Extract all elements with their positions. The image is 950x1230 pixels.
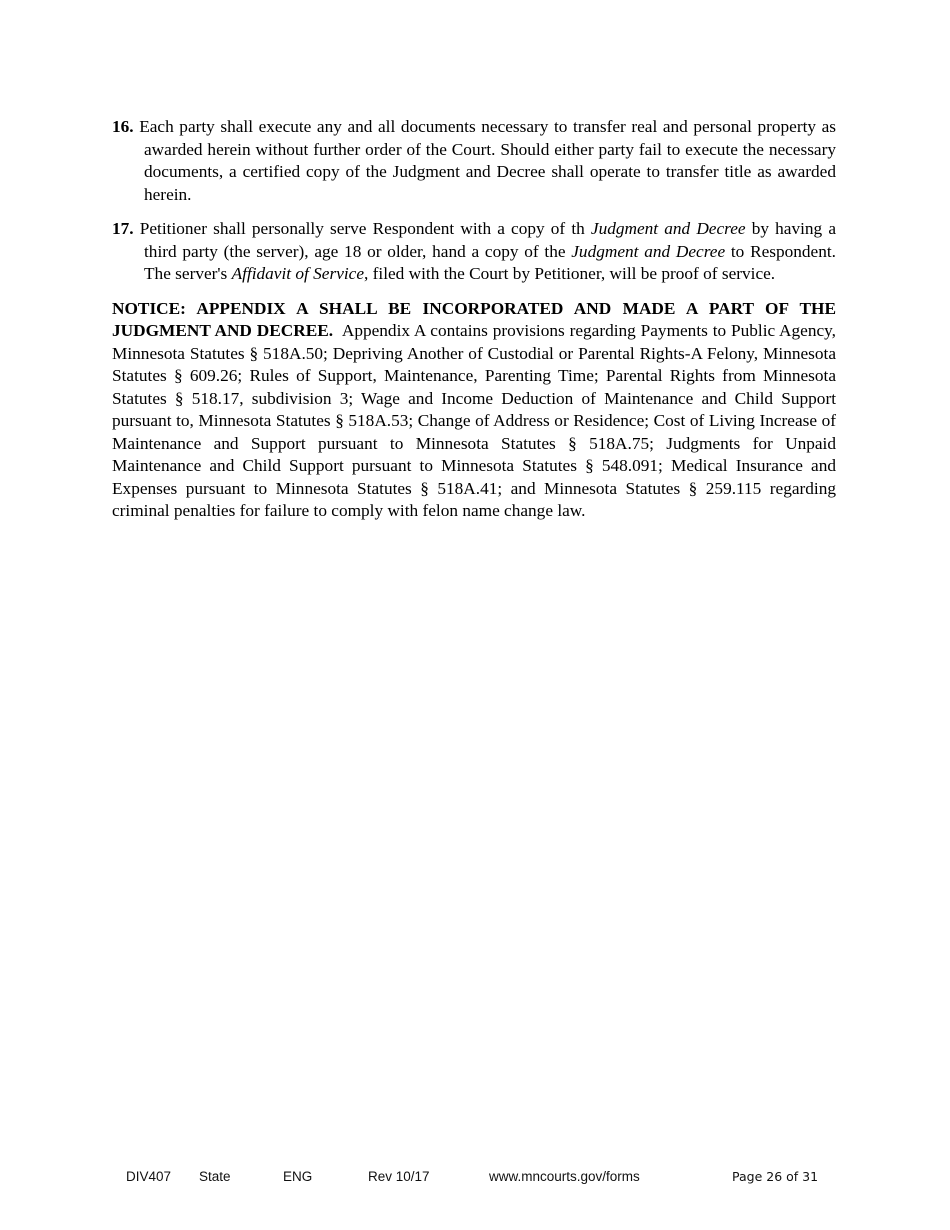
notice-body: Appendix A contains provisions regarding Payments to Public Agency, Minnesota Statutes § 518A.50; Depriving Another of Custodial or Parental Rights-A Felony, Minnesota Statutes § 609.26; Rules of Support, Maintenance, Parenting Time; Parental Rights from Minnesota Statutes § 518.17, subdivision 3; Wage and Income Deduction of Maintenance and Child Support pursuant to, Minnesota Statutes § 518A.53; Change of Address or Residence; Cost of Living Increase of Maintenance and Support pursuant to Minnesota Statutes § 518A.75; Judgments for Unpaid Maintenance and Child Support pursuant to Minnesota Statutes § 548.091; Medical Insurance and Expenses pursuant to Minnesota Statutes § 518A.41; and Minnesota Statutes § 259.115 regarding criminal penalties for failure to comply with felon name change law. [112, 321, 836, 520]
paragraph-text: Each party shall execute any and all documents necessary to transfer real and personal property as awarded herein without further order of the Court. Should either party fail to execute the necessary documents, a certified copy of the Judgment and Decree shall operate to transfer title as awarded herein. [139, 117, 836, 204]
footer-language: ENG [283, 1169, 313, 1184]
footer-revision: Rev 10/17 [368, 1169, 430, 1184]
footer-website: www.mncourts.gov/forms [489, 1169, 640, 1184]
paragraph-number: 16. [112, 117, 134, 136]
document-body [112, 116, 836, 523]
footer-form-id: DIV407 [126, 1169, 172, 1184]
paragraph-text: , filed with the Court by Petitioner, will be proof of service. [364, 264, 776, 283]
notice-heading: NOTICE: APPENDIX A SHALL BE INCORPORATED AND MADE A PART OF THE JUDGMENT AND DECREE. [112, 298, 836, 340]
italic-term: Affidavit of Service [231, 264, 365, 283]
paragraph-text: by having a third party (the server), age 18 or older, hand a copy of the [144, 219, 837, 261]
italic-term: Judgment and Decree [571, 241, 726, 261]
paragraph-16 [112, 116, 836, 206]
page-footer [0, 1166, 950, 1186]
footer-jurisdiction: State [199, 1169, 231, 1184]
paragraph-text: to Respondent. The server's [144, 241, 836, 283]
paragraph-number: 17. [112, 219, 134, 238]
notice-paragraph [112, 298, 836, 523]
footer-page-number: Page 26 of 31 [732, 1169, 819, 1184]
italic-term: Judgment and Decree [590, 219, 746, 238]
paragraph-text: Petitioner shall personally serve Respondent with a copy of th [139, 219, 591, 238]
paragraph-17 [112, 218, 836, 286]
